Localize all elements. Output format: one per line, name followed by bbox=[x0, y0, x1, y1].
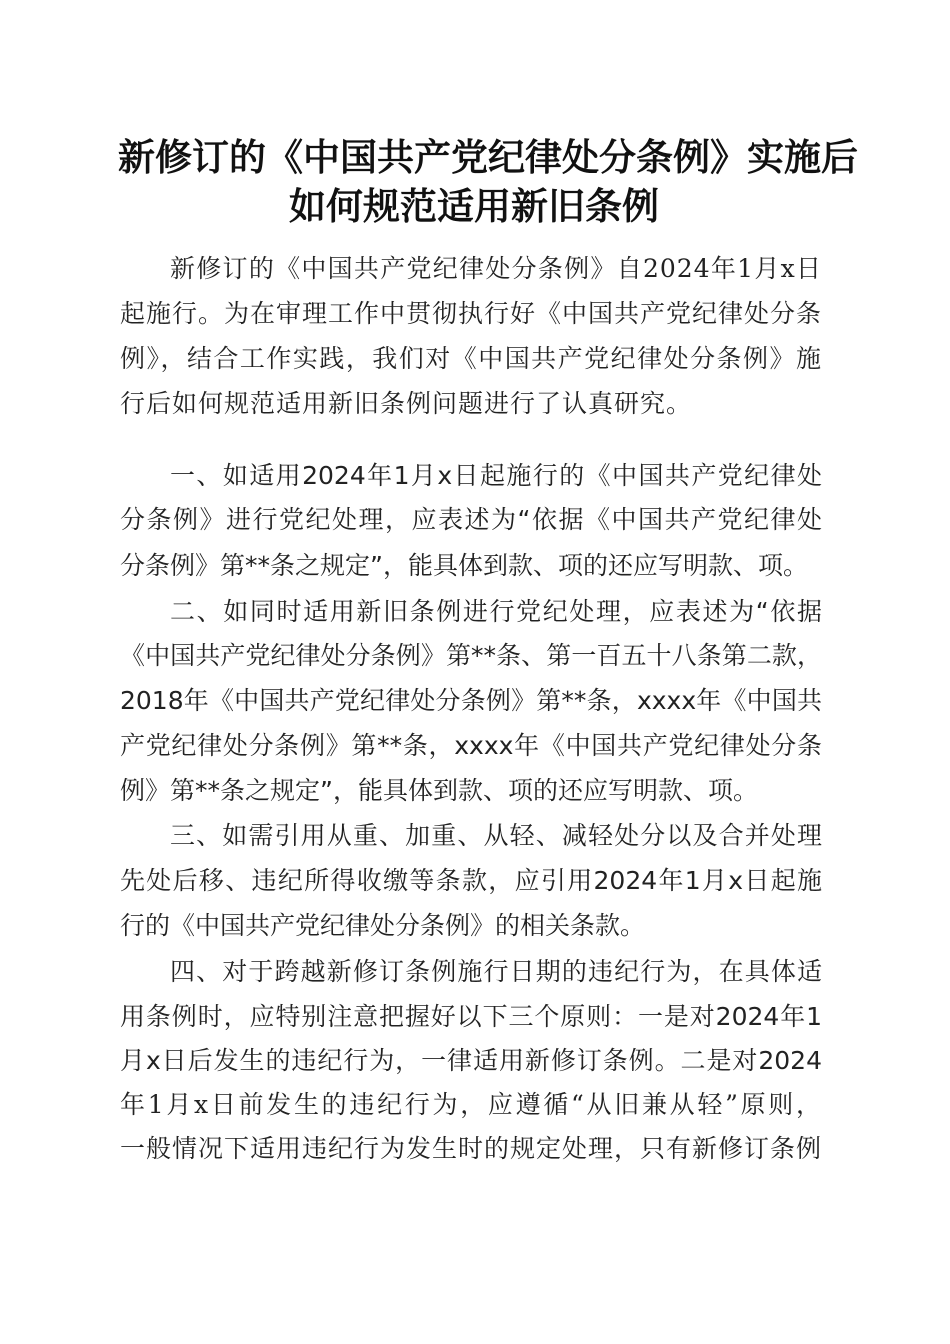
paragraph-line: 先处后移、违纪所得收缴等条款，应引用2024年1月x日起施 bbox=[120, 866, 822, 895]
paragraph-line: 月x日后发生的违纪行为，一律适用新修订条例。二是对2024 bbox=[120, 1046, 822, 1075]
document-title-line-2: 如何规范适用新旧条例 bbox=[289, 184, 659, 228]
paragraph-line: 起施行。为在审理工作中贯彻执行好《中国共产党纪律处分条 bbox=[120, 299, 822, 328]
paragraph-line: 年1月x日前发生的违纪行为，应遵循“从旧兼从轻”原则， bbox=[120, 1090, 822, 1119]
paragraph-line: 三、如需引用从重、加重、从轻、减轻处分以及合并处理 bbox=[170, 821, 822, 850]
document-title-line-1: 新修订的《中国共产党纪律处分条例》实施后 bbox=[118, 135, 858, 179]
paragraph-line: 例》第**条之规定”，能具体到款、项的还应写明款、项。 bbox=[120, 776, 758, 805]
paragraph-line: 一般情况下适用违纪行为发生时的规定处理，只有新修订条例 bbox=[120, 1134, 822, 1163]
paragraph-line: 一、如适用2024年1月x日起施行的《中国共产党纪律处 bbox=[170, 461, 822, 490]
paragraph-line: 二、如同时适用新旧条例进行党纪处理，应表述为“依据 bbox=[170, 597, 822, 626]
paragraph-line: 分条例》第**条之规定”，能具体到款、项的还应写明款、项。 bbox=[120, 551, 808, 580]
paragraph-line: 分条例》进行党纪处理，应表述为“依据《中国共产党纪律处 bbox=[120, 505, 822, 534]
paragraph-line: 四、对于跨越新修订条例施行日期的违纪行为，在具体适 bbox=[170, 957, 822, 986]
paragraph-line: 2018年《中国共产党纪律处分条例》第**条，xxxx年《中国共 bbox=[120, 686, 822, 715]
paragraph-line: 行后如何规范适用新旧条例问题进行了认真研究。 bbox=[120, 389, 693, 418]
paragraph-line: 新修订的《中国共产党纪律处分条例》自2024年1月x日 bbox=[170, 254, 822, 283]
paragraph-line: 产党纪律处分条例》第**条，xxxx年《中国共产党纪律处分条 bbox=[120, 731, 822, 760]
paragraph-line: 行的《中国共产党纪律处分条例》的相关条款。 bbox=[120, 911, 646, 940]
paragraph-line: 例》，结合工作实践，我们对《中国共产党纪律处分条例》施 bbox=[120, 344, 822, 373]
paragraph-line: 用条例时，应特别注意把握好以下三个原则：一是对2024年1 bbox=[120, 1002, 822, 1031]
paragraph-line: 《中国共产党纪律处分条例》第**条、第一百五十八条第二款， bbox=[120, 641, 822, 670]
